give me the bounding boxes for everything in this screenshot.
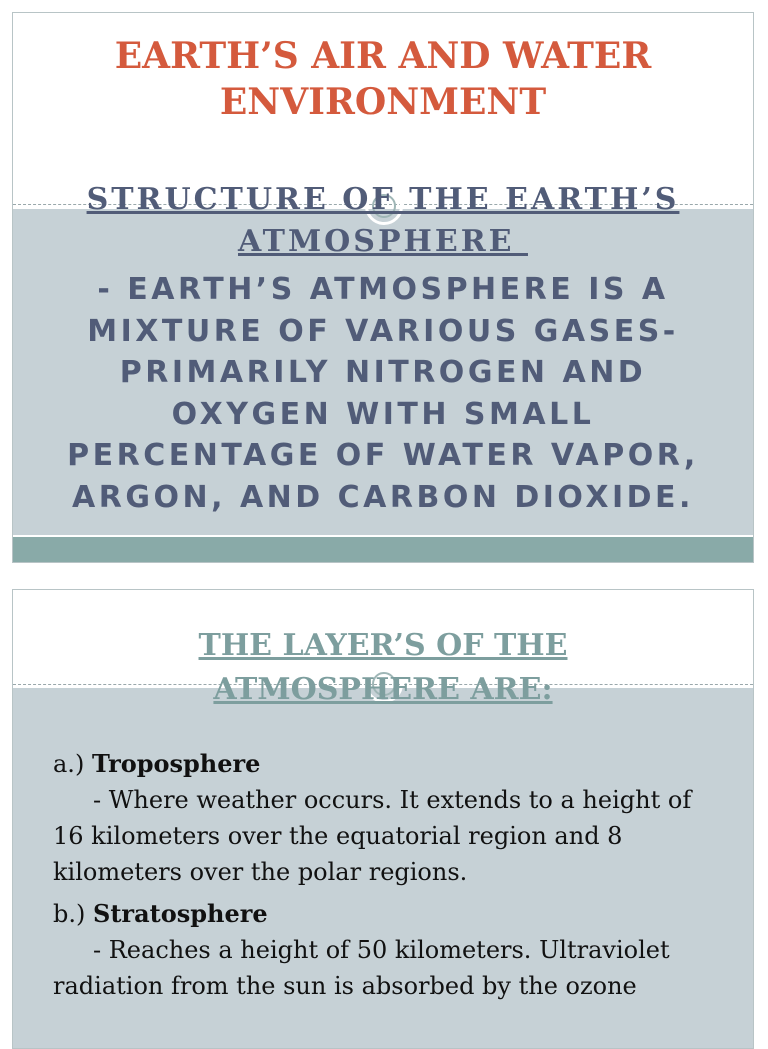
slide-1-subtitle — [13, 179, 753, 263]
layer-description-text: - Reaches a height of 50 kilometers. Ultraviolet radiation from the sun is absorbed by the ozone — [53, 936, 670, 1000]
slide-1-footer-bar — [13, 537, 753, 563]
body-line: OXYGEN WITH SMALL — [171, 396, 595, 432]
slide-2-title-line-2: ATMOSPHERE ARE: — [213, 672, 553, 707]
layer-item-troposphere — [53, 746, 723, 782]
slide-1-title — [13, 33, 753, 125]
slide-1-subtitle-line-2: ATMOSPHERE — [238, 224, 528, 259]
layer-name: Stratosphere — [93, 899, 268, 928]
slide-2-title-line-1: THE LAYER’S OF THE — [198, 628, 568, 663]
body-line: PERCENTAGE OF WATER VAPOR, — [67, 438, 699, 473]
layer-list — [53, 746, 723, 1010]
slide-1-title-line-1: EARTH’S AIR AND WATER — [114, 35, 652, 77]
slide-2-title — [13, 624, 753, 712]
body-line: MIXTURE OF VARIOUS GASES- — [87, 313, 679, 349]
layer-description-text: - Where weather occurs. It extends to a height of 16 kilometers over the equatorial region and 8 kilometers over the polar regions. — [53, 786, 692, 886]
layer-marker: a.) — [53, 750, 85, 778]
body-line: ARGON, AND CARBON DIOXIDE. — [72, 479, 694, 515]
layer-marker: b.) — [53, 900, 86, 928]
layer-description — [53, 782, 723, 890]
layer-description — [53, 932, 723, 1004]
slide-1-body-text — [23, 269, 743, 518]
slide-1-subtitle-line-1: STRUCTURE OF THE EARTH’S — [86, 182, 680, 217]
slide-2 — [12, 589, 754, 1049]
body-line: - EARTH’S ATMOSPHERE IS A — [97, 272, 669, 307]
slide-1 — [12, 12, 754, 563]
slide-1-title-line-2: ENVIRONMENT — [219, 81, 547, 123]
layer-name: Troposphere — [91, 749, 261, 778]
body-line: PRIMARILY NITROGEN AND — [119, 355, 647, 390]
layer-item-stratosphere — [53, 896, 723, 932]
